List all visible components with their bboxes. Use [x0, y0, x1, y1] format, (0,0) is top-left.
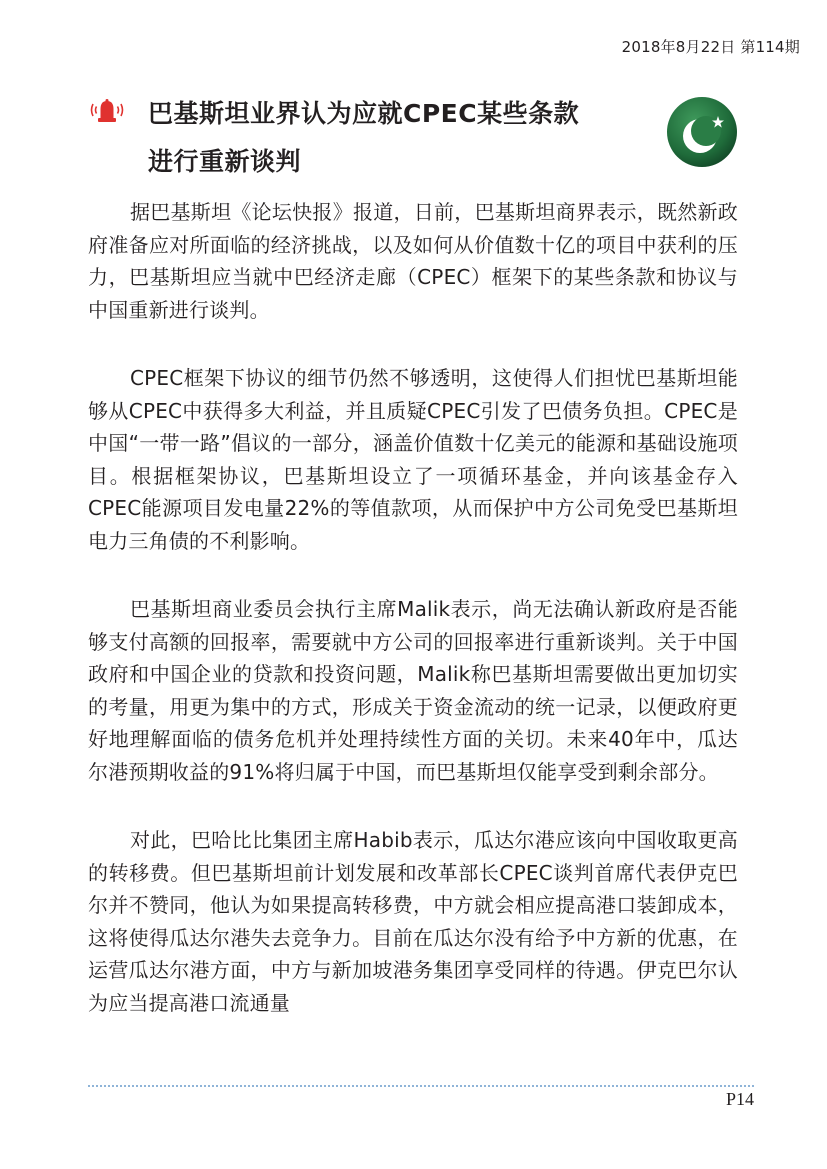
headline-line-1: 巴基斯坦业界认为应就CPEC某些条款 — [148, 99, 580, 128]
article-headline — [148, 90, 579, 186]
page-number: P14 — [725, 1089, 754, 1109]
article-paragraph-4: 对此，巴哈比比集团主席Habib表示，瓜达尔港应该向中国收取更高的转移费。但巴基斯坦前计划发展和改革部长CPEC谈判首席代表伊克巴尔并不赞同，他认为如果提高转移费，中方就会相应提高港口装卸成本，这将使得瓜达尔港失去竞争力。目前在瓜达尔没有给予中方新的优惠，在运营瓜达尔港方面，中方与新加坡港务集团享受同样的待遇。伊克巴尔认为应当提高港口流通量 — [88, 828, 738, 1015]
article-paragraph-1: 据巴基斯坦《论坛快报》报道，日前，巴基斯坦商界表示，既然新政府准备应对所面临的经济挑战，以及如何从价值数十亿的项目中获利的压力，巴基斯坦应当就中巴经济走廊（CPEC）框架下的某些条款和协议与中国重新进行谈判。 — [88, 200, 738, 322]
article-paragraph-3: 巴基斯坦商业委员会执行主席Malik表示，尚无法确认新政府是否能够支付高额的回报率，需要就中方公司的回报率进行重新谈判。关于中国政府和中国企业的贷款和投资问题，Malik称巴基斯坦需要做出更加切实的考量，用更为集中的方式，形成关于资金流动的统一记录，以便政府更好地理解面临的债务危机并处理持续性方面的关切。未来40年中，瓜达尔港预期收益的91%将归属于中国，而巴基斯坦仅能享受到剩余部分。 — [88, 597, 738, 784]
pakistan-flag-icon — [666, 96, 738, 168]
issue-date: 2018年8月22日 第114期 — [621, 38, 800, 56]
article-paragraph-2: CPEC框架下协议的细节仍然不够透明，这使得人们担忧巴基斯坦能够从CPEC中获得多大利益，并且质疑CPEC引发了巴债务负担。CPEC是中国“一带一路”倡议的一部分，涵盖价值数十亿美元的能源和基础设施项目。根据框架协议，巴基斯坦设立了一项循环基金，并向该基金存入CPEC能源项目发电量22%的等值款项，从而保护中方公司免受巴基斯坦电力三角债的不利影响。 — [88, 366, 738, 553]
footer-divider — [88, 1085, 754, 1087]
headline-line-2: 进行重新谈判 — [148, 147, 302, 176]
article-body — [88, 196, 738, 1055]
alarm-bell-icon — [90, 98, 124, 124]
